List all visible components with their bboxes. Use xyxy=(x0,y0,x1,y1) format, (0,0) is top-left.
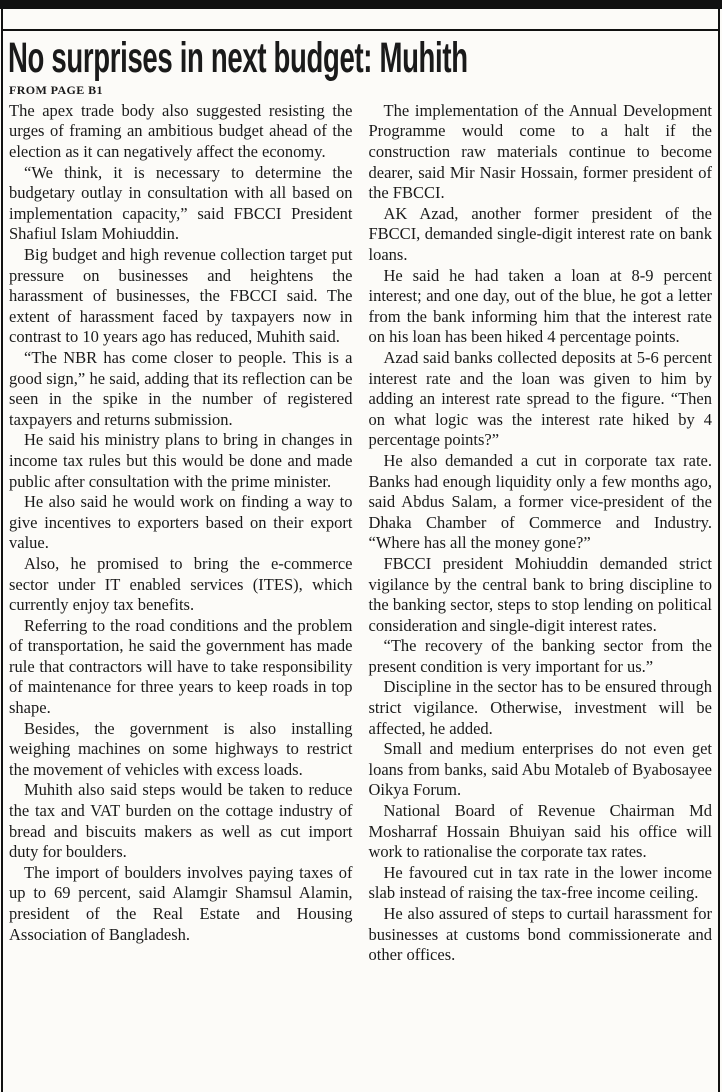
article-paragraph: National Board of Revenue Chairman Md Mosharraf Hossain Bhuiyan said his office will work to rationalise the corporate tax rates. xyxy=(368,801,712,862)
article-paragraph: Also, he promised to bring the e-commerce sector under IT enabled services (ITES), which currently enjoy tax benefits. xyxy=(9,553,353,615)
article-paragraph: The apex trade body also suggested resisting the urges of framing an ambitious budget ahead of the election as it can negatively affect the economy. xyxy=(9,100,353,162)
article-paragraph: He also demanded a cut in corporate tax rate. Banks had enough liquidity only a few months ago, said Abdus Salam, a former vice-president of the Dhaka Chamber of Commerce and Industry. “Where has all the money gone?” xyxy=(368,450,712,553)
article-paragraph: Muhith also said steps would be taken to reduce the tax and VAT burden on the cottage industry of bread and biscuits makers as well as cut import duty for boulders. xyxy=(9,780,353,862)
article-paragraph: He said he had taken a loan at 8-9 percent interest; and one day, out of the blue, he got a letter from the bank informing him that the interest rate on his loan has been hiked 4 percentage points. xyxy=(368,265,712,347)
article-paragraph: Big budget and high revenue collection target put pressure on businesses and heightens the harassment of businesses, the FBCCI said. The extent of harassment faced by taxpayers now in contrast to 10 years ago has reduced, Muhith said. xyxy=(9,245,353,347)
article-paragraph: He also assured of steps to curtail harassment for businesses at customs bond commissionerate and other offices. xyxy=(368,904,712,965)
page-edge-black-bar xyxy=(0,0,722,9)
article-paragraph: Small and medium enterprises do not even get loans from banks, said Abu Motaleb of Byabosayee Oikya Forum. xyxy=(368,739,712,800)
continued-from-label: FROM PAGE B1 xyxy=(9,82,103,97)
article-paragraph: Azad said banks collected deposits at 5-6 percent interest rate and the loan was given to him by adding an interest rate spread to the figure. “Then on what logic was the interest rate hiked by 4 percentage points?” xyxy=(368,347,712,450)
article-paragraph: The import of boulders involves paying taxes of up to 69 percent, said Alamgir Shamsul Alamin, president of the Real Estate and Housing Association of Bangladesh. xyxy=(9,862,353,944)
article-paragraph: The implementation of the Annual Development Programme would come to a halt if the construction raw materials continue to become dearer, said Mir Nasir Hossain, former president of the FBCCI. xyxy=(368,100,712,203)
article-frame xyxy=(1,9,720,1092)
article-paragraph: Besides, the government is also installing weighing machines on some highways to restrict the movement of vehicles with excess loads. xyxy=(9,718,353,779)
article-body xyxy=(3,100,718,966)
article-paragraph: He favoured cut in tax rate in the lower income slab instead of raising the tax-free income ceiling. xyxy=(368,862,712,903)
article-paragraph: Referring to the road conditions and the problem of transportation, he said the government has made rule that contractors will have to take responsibility of maintenance for three years to keep roads in top shape. xyxy=(9,615,353,718)
article-headline: No surprises in next budget: Muhith xyxy=(8,34,468,82)
article-paragraph: Discipline in the sector has to be ensured through strict vigilance. Otherwise, investment will be affected, he added. xyxy=(368,677,712,738)
article-paragraph: “The NBR has come closer to people. This is a good sign,” he said, adding that its reflection can be seen in the spike in the number of registered taxpayers and returns submission. xyxy=(9,347,353,429)
article-paragraph: “The recovery of the banking sector from the present condition is very important for us.” xyxy=(368,636,712,676)
article-paragraph: “We think, it is necessary to determine the budgetary outlay in consultation with all based on implementation capacity,” said FBCCI President Shafiul Islam Mohiuddin. xyxy=(9,162,353,244)
article-column-right xyxy=(369,101,713,966)
headline-top-rule xyxy=(3,29,718,31)
article-paragraph: AK Azad, another former president of the FBCCI, demanded single-digit interest rate on bank loans. xyxy=(368,203,712,265)
article-column-left xyxy=(9,101,353,966)
article-paragraph: He also said he would work on finding a way to give incentives to exporters based on their export value. xyxy=(9,492,353,553)
article-paragraph: FBCCI president Mohiuddin demanded strict vigilance by the central bank to bring discipline to the banking sector, steps to stop lending on political consideration and single-digit interest rates. xyxy=(368,553,712,635)
article-paragraph: He said his ministry plans to bring in changes in income tax rules but this would be done and made public after consultation with the prime minister. xyxy=(9,430,353,491)
